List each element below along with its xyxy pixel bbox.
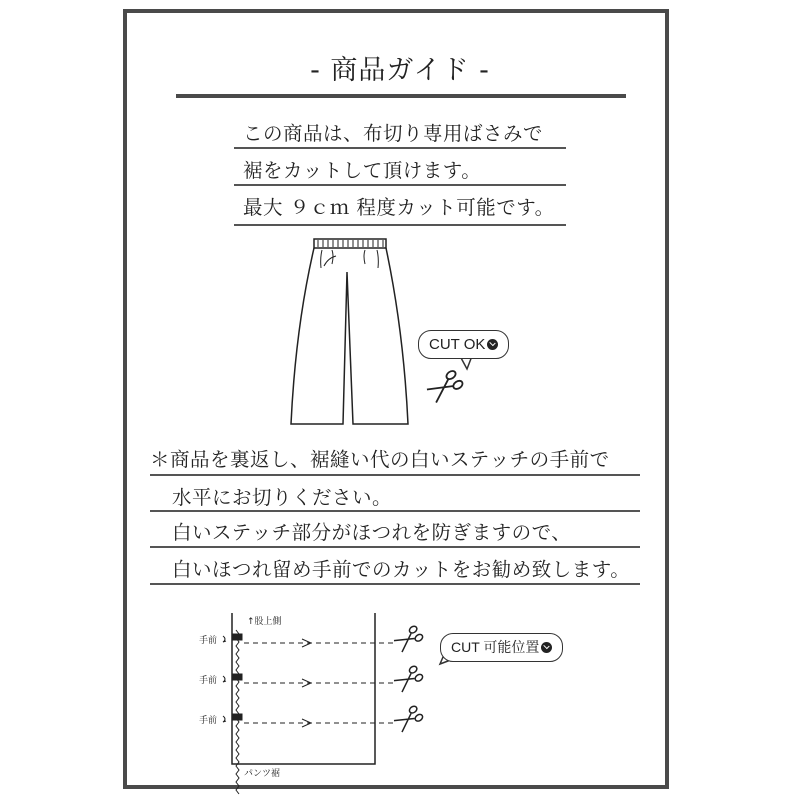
scissors-icon-1 xyxy=(393,625,423,653)
scissors-icon-2 xyxy=(393,665,423,693)
scissors-icon-3 xyxy=(393,705,423,733)
cut-position-bubble xyxy=(440,633,563,662)
intro-line-2: 裾をカットして頂けます。 xyxy=(243,159,482,182)
note-line-3: 白いステッチ部分がほつれを防ぎますので、 xyxy=(172,521,572,544)
page-title: - 商品ガイド - xyxy=(310,55,490,86)
pants-hem-label: パンツ裾 xyxy=(244,769,281,779)
crotch-side-label: ↑股上側 xyxy=(247,617,282,627)
intro-line-1: この商品は、布切り専用ばさみで xyxy=(243,122,544,145)
front-label-2: 手前 xyxy=(199,676,218,686)
check-dot-icon-2 xyxy=(541,642,552,653)
note-line-2: 水平にお切りください。 xyxy=(172,486,393,509)
intro-line-3: 最大 ９ｃｍ 程度カット可能です。 xyxy=(243,196,555,219)
note-line-4: 白いほつれ留め手前でのカットをお勧め致します。 xyxy=(172,558,631,581)
front-label-1: 手前 xyxy=(199,636,218,646)
cut-ok-label: CUT OK xyxy=(429,336,486,353)
front-label-3: 手前 xyxy=(199,716,218,726)
note-line-1: ＊商品を裏返し、裾縫い代の白いステッチの手前で xyxy=(150,448,610,471)
cut-position-label: CUT 可能位置 xyxy=(451,639,540,655)
